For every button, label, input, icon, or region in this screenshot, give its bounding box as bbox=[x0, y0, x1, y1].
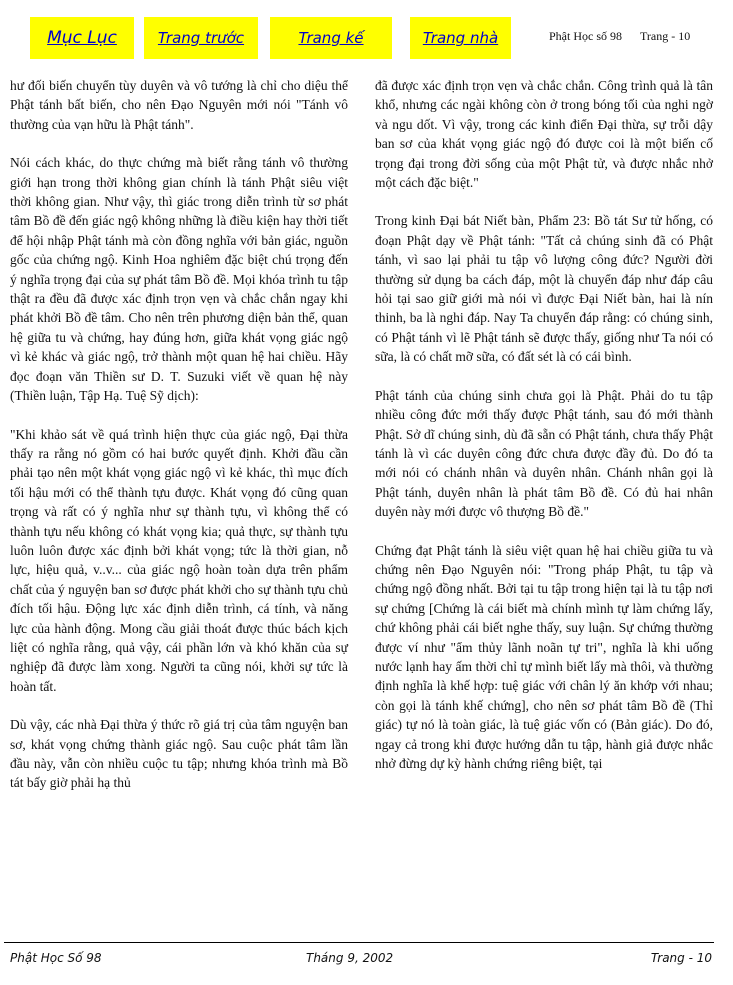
header-issue: Phật Học số 98 bbox=[549, 29, 622, 43]
page-footer bbox=[10, 951, 712, 969]
paragraph: Trong kinh Đại bát Niết bàn, Phẩm 23: Bồ tát Sư tử hống, có đoạn Phật dạy về Phật tánh: "Tất cả chúng sinh đã có Phật tánh, vì sao lại phải tu tập vô lượng công đức? Người đời thường sử dụng ba cách đáp, một là chuyển đáp như đáp câu hỏi tại sao giữ giới mà nói vì được Đại Niết bàn, hai là nín thinh, ba là nghi đáp. Nay Ta chuyển đáp rằng: có chúng sinh, có Phật tánh vì lẽ Phật tánh sẽ được thấy, giống như Ta nói có sữa, là có chất mỡ sữa, có đất sét là có cái bình. bbox=[375, 213, 713, 365]
paragraph: hư đối biến chuyển tùy duyên và vô tướng là chỉ cho diệu thể Phật tánh bất biến, cho nên Đạo Nguyên mới nói "Tánh vô thường của vạn hữu là Phật tánh". bbox=[10, 78, 348, 132]
left-text-column bbox=[10, 76, 348, 812]
previous-page-button[interactable]: Trang trước bbox=[144, 17, 258, 59]
muc-luc-button[interactable]: Mục Lục bbox=[30, 17, 134, 59]
page-header-info bbox=[549, 29, 690, 44]
paragraph: Phật tánh của chúng sinh chưa gọi là Phật. Phải do tu tập nhiều công đức mới thấy được Phật tánh, sau đó mới thành Phật. Sở dĩ chúng sinh, dù đã sẵn có Phật tánh, chưa thấy Phật tánh là vì các duyên công đức chưa được đầy đủ. Do đó ta mới nói có chánh nhân và duyên nhân. Chánh nhân gọi là Phật tánh, duyên nhân là phát tâm Bồ đề. Có đủ hai nhân duyên này mới được vô thượng Bồ đề." bbox=[375, 387, 713, 520]
paragraph: Chứng đạt Phật tánh là siêu việt quan hệ hai chiều giữa tu và chứng nên Đạo Nguyên nói: "Trong pháp Phật, tu tập và chứng ngộ đồng nhất. Bởi tại tu tập trong hiện tại là tu tập nơi sự chứng [Chứng là cái biết mà chính mình tự làm chứng lấy, chứ không phải cái biết nghe thấy, suy luận. Sự chứng thường được ví như "ẩm thủy lãnh noãn tự tri", nghĩa là khi uống nước lạnh hay ấm thời chỉ tự mình biết lấy mà thôi, và thường định nghĩa là khế hợp: tuệ giác với chân lý ăn khớp với nhau; còn gọi là tánh khế chứng], cho nên sơ phát tâm Bồ đề (Thỉ giác) tự nó là toàn giác, là tuệ giác vốn có (Bản giác). Do đó, ngay cả trong khi được hướng dẫn tu tập, hành giả được nhắc nhở đừng dự kỳ hành chứng riêng biệt, tại bbox=[375, 542, 713, 771]
home-page-button[interactable]: Trang nhà bbox=[410, 17, 511, 59]
header-page-number: Trang - 10 bbox=[640, 29, 691, 43]
footer-issue: Phật Học Số 98 bbox=[10, 951, 102, 965]
paragraph: Dù vậy, các nhà Đại thừa ý thức rõ giá trị của tâm nguyện ban sơ, khát vọng chứng thành giác ngộ. Sau cuộc phát tâm lần đầu này, vẫn còn nhiều cuộc tu tập; nhưng khóa trình mà Bồ tát bấy giờ phải hạ thủ bbox=[10, 717, 348, 791]
paragraph: đã được xác định trọn vẹn và chắc chắn. Công trình quả là tân khổ, nhưng các ngài không còn ở trong bóng tối của nghi ngờ và ngu dốt. Vì vậy, trong các kinh điển Đại thừa, sự trỗi dậy ban sơ của khát vọng giác ngộ đó được coi là một biến cố trọng đại trong đời sống của một Phật tử, và được nhắc nhở một cách đặc biệt." bbox=[375, 78, 713, 191]
footer-page-number: Trang - 10 bbox=[650, 951, 712, 965]
footer-date: Tháng 9, 2002 bbox=[306, 951, 394, 965]
paragraph: "Khi khảo sát về quá trình hiện thực của giác ngộ, Đại thừa thấy ra rằng nó gồm có hai bước quyết định. Khởi đầu cần phải tạo nên một khát vọng giác ngộ vì kẻ khác, thì mục đích tối hậu mới có thể thành tựu được. Khát vọng đó cũng quan trọng và rất có ý nghĩa như sự thành tựu, vì không thể có thành tựu nếu không có khát vọng kia; quả thực, sự thành tựu luôn luôn được xác định bởi khát vọng; tức là thời gian, nỗ lực, hiệu quả, v..v... của giác ngộ hoàn toàn dựa trên phẩm chất của ý nguyện ban sơ được phát khởi cho sự thành tựu chủ đích tối hậu. Động lực xác định diễn trình, cá tính, và năng lực của hành động. Mong cầu giải thoát được thúc bách kịch liệt có nghĩa rằng, quả vậy, cái phần lớn và khó khăn của sự nghiệp đã được làm xong. Người ta cũng nói, khởi sự tức là hoàn tất. bbox=[10, 426, 348, 694]
next-page-button[interactable]: Trang kế bbox=[270, 17, 392, 59]
footer-divider bbox=[4, 942, 714, 943]
right-text-column bbox=[375, 76, 713, 792]
paragraph: Nói cách khác, do thực chứng mà biết rằng tánh vô thường giới hạn trong thời không gian chính là tánh Phật siêu việt thời không gian. Như vậy, thì giác trong diễn trình từ sơ phát tâm Bồ đề đến giác ngộ không những là điều kiện hay thời tiết để hội nhập Phật tánh mà còn đồng nghĩa với bản giác, nguồn gốc của chứng ngộ. Kinh Hoa nghiêm đặc biệt chú trọng đến ý nghĩa trọng đại của sự phát tâm Bồ đề. Mọi khóa trình tu tập thật ra đều đã được xác định trọn vẹn và chắc chắn ngay khi phát khởi Bồ đề tâm. Cho nên trên phương diện bản thể, quan hệ giữa tu và chứng, hay đúng hơn, giữa khát vọng giác ngộ vì kẻ khác và giác ngộ, trở thành một quan hệ hai chiều. Hãy đọc đoạn văn Thiền sư D. T. Suzuki viết về quan hệ này (Thiền luận, Tập Hạ. Tuệ Sỹ dịch): bbox=[10, 155, 348, 404]
